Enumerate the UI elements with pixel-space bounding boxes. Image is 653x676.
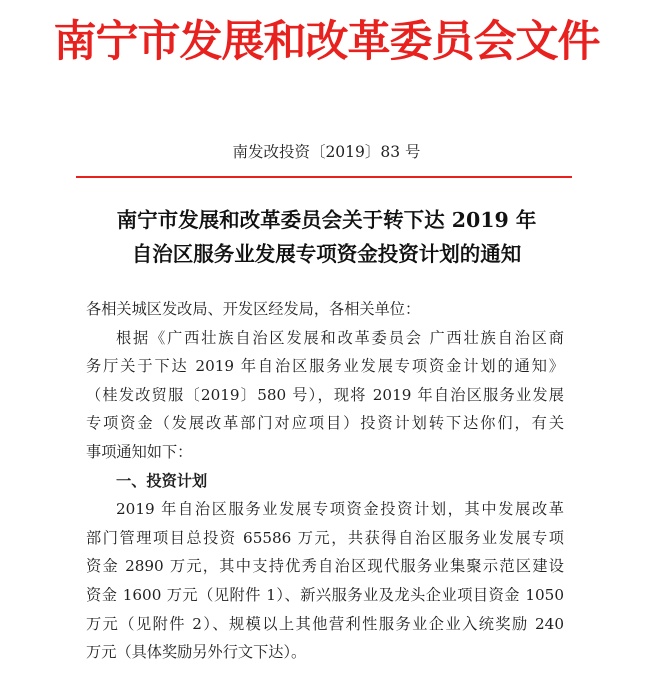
section1-line-2: 部门管理项目总投资 65586 万元，共获得自治区服务业发展专项: [86, 528, 564, 547]
intro-line-3: （桂发改贸服〔2019〕580 号），现将 2019 年自治区服务业发展: [86, 385, 564, 404]
section1-line-5: 万元（见附件 2）、规模以上其他营利性服务业企业入统奖励 240: [86, 614, 564, 633]
issuing-organization-title: 南宁市发展和改革委员会文件: [53, 17, 600, 67]
section1-line-1: 2019 年自治区服务业发展专项资金投资计划，其中发展改革: [116, 500, 564, 519]
intro-line-1: 根据《广西壮族自治区发展和改革委员会 广西壮族自治区商: [116, 328, 564, 347]
document-number: 南发改投资〔2019〕83 号: [232, 143, 421, 161]
document-body: [86, 295, 564, 667]
intro-line-2: 务厅关于下达 2019 年自治区服务业发展专项资金计划的通知》: [86, 357, 564, 376]
salutation: 各相关城区发改局、开发区经发局，各相关单位：: [86, 300, 421, 318]
section1-line-6: 万元（具体奖励另外行文下达）。: [86, 643, 307, 662]
section1-line-4: 资金 1600 万元（见附件 1）、新兴服务业及龙头企业项目资金 1050: [86, 585, 564, 604]
notice-title-line-1: 南宁市发展和改革委员会关于转下达 2019 年: [116, 208, 537, 232]
notice-title-line-2: 自治区服务业发展专项资金投资计划的通知: [131, 242, 522, 266]
red-separator-line: [76, 176, 572, 178]
section1-line-3: 资金 2890 万元，其中支持优秀自治区现代服务业集聚示范区建设: [86, 557, 564, 576]
intro-line-5: 事项通知如下：: [86, 442, 193, 461]
notice-title: [0, 203, 653, 271]
section-heading-investment-plan: 一、投资计划: [116, 471, 208, 490]
intro-line-4: 专项资金（发展改革部门对应项目）投资计划转下达你们，有关: [86, 414, 564, 433]
